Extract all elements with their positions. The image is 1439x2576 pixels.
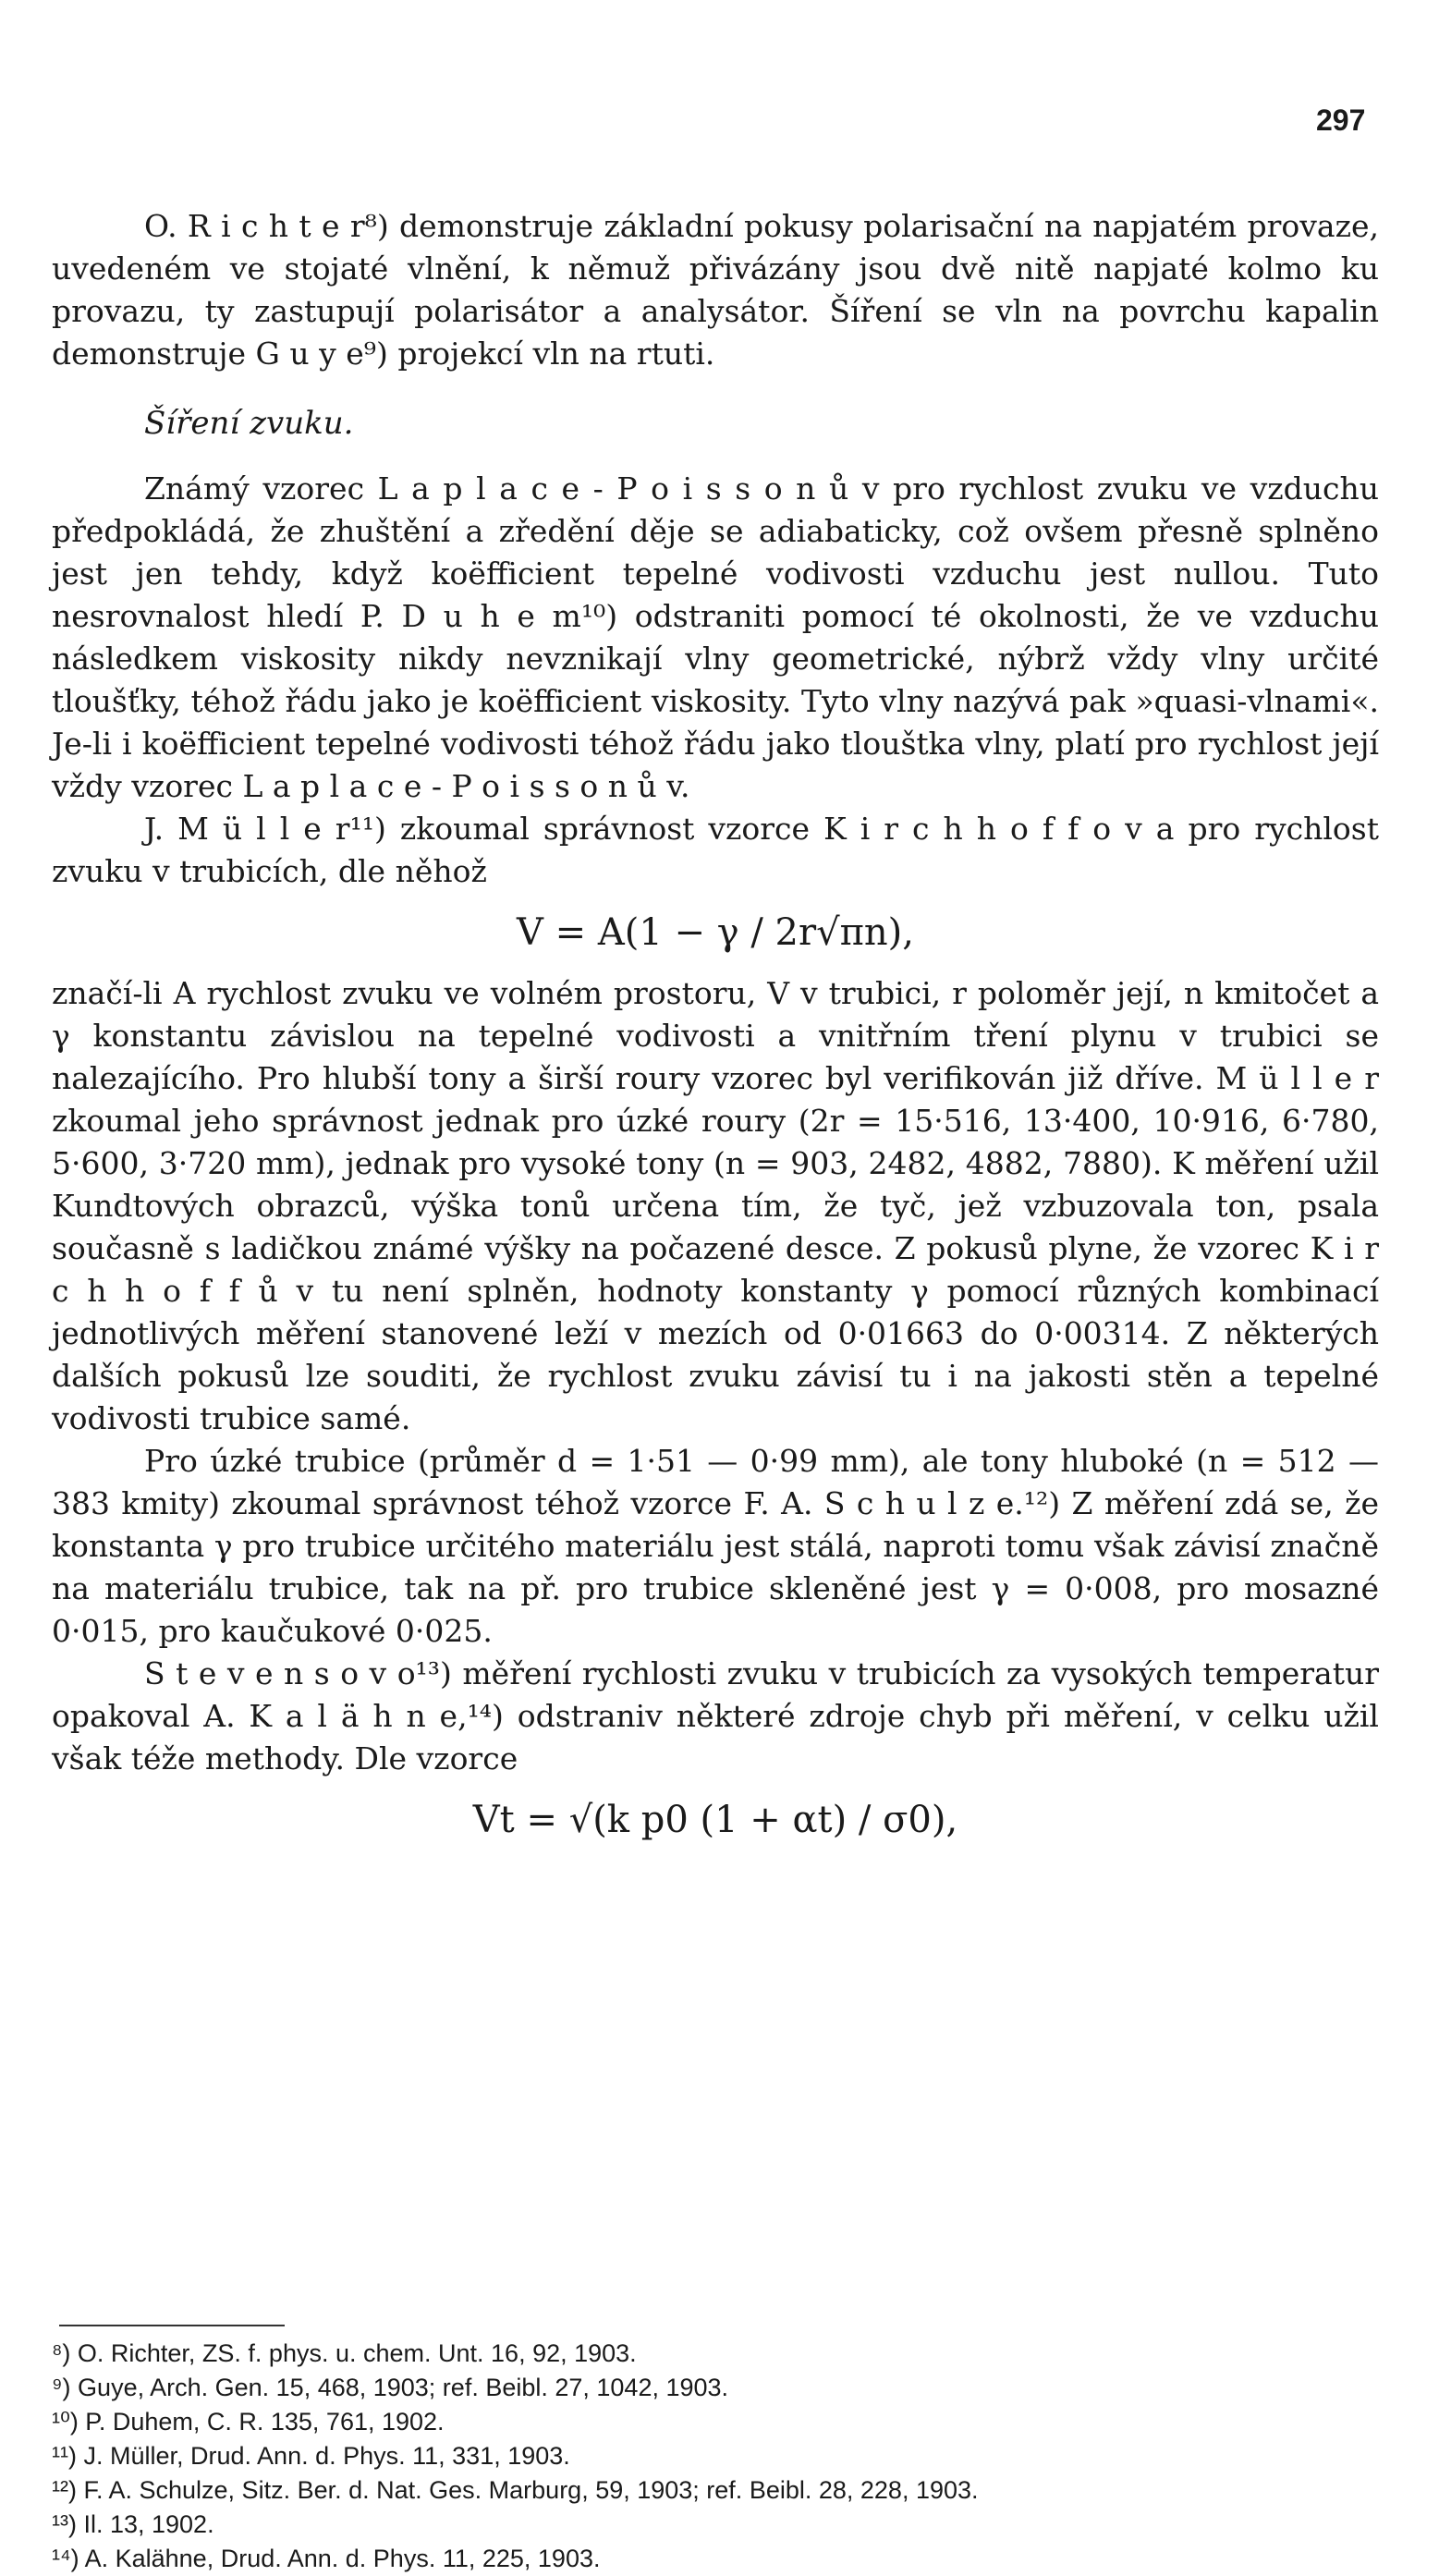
paragraph-laplace: Známý vzorec L a p l a c e - P o i s s o n ů v pro rychlost zvuku ve vzduchu předpokládá, že zhuštění a zředění děje se adiabaticky, což ovšem přesně splněno jest jen tehdy, když koëfficient tepelné vodivosti vzduchu jest nullou. Tuto nesrovnalost hledí P. D u h e m¹⁰) odstraniti pomocí té okolnosti, že ve vzduchu následkem viskosity nikdy nevznikají vlny geometrické, nýbrž vždy vlny určité tloušťky, téhož řádu jako je koëfficient viskosity. Tyto vlny nazývá pak »quasi-vlnami«. Je-li i koëfficient tepelné vodivosti téhož řádu jako tlouštka vlny, platí pro rychlost její vždy vzorec L a p l a c e - P o i s s o n ů v. bbox=[52, 470, 1379, 804]
formula-temperature: Vt = √(k p0 (1 + αt) / σ0), bbox=[472, 1799, 958, 1841]
footnote-11: ¹¹) J. Müller, Drud. Ann. d. Phys. 11, 331, 1903. bbox=[52, 2442, 570, 2470]
footnote-12: ¹²) F. A. Schulze, Sitz. Ber. d. Nat. Ges. Marburg, 59, 1903; ref. Beibl. 28, 228, 1903. bbox=[52, 2476, 979, 2504]
section-heading: Šíření zvuku. bbox=[144, 405, 354, 442]
footnote-14: ¹⁴) A. Kalähne, Drud. Ann. d. Phys. 11, 225, 1903. bbox=[52, 2545, 601, 2572]
footnote-10: ¹⁰) P. Duhem, C. R. 135, 761, 1902. bbox=[52, 2408, 445, 2436]
formula-kirchhoff: V = A(1 − γ / 2r√πn), bbox=[517, 911, 914, 954]
footnote-13: ¹³) Il. 13, 1902. bbox=[52, 2510, 214, 2538]
footnote-9: ⁹) Guye, Arch. Gen. 15, 468, 1903; ref. Beibl. 27, 1042, 1903. bbox=[52, 2374, 729, 2401]
paragraph-kalahne: S t e v e n s o v o¹³) měření rychlosti zvuku v trubicích za vysokých temperatur opakoval A. K a l ä h n e,¹⁴) odstraniv některé zdroje chyb při měření, v celku užil však téže methody. Dle vzorce bbox=[52, 1655, 1379, 1776]
page-number: 297 bbox=[1316, 104, 1366, 137]
footnote-8: ⁸) O. Richter, ZS. f. phys. u. chem. Unt. 16, 92, 1903. bbox=[52, 2339, 637, 2367]
main-text bbox=[52, 205, 1379, 1841]
paragraph-muller: J. M ü l l e r¹¹) zkoumal správnost vzorce K i r c h h o f f o v a pro rychlost zvuku v trubicích, dle něhož bbox=[52, 811, 1379, 889]
footnote-divider bbox=[59, 2325, 285, 2326]
footnotes bbox=[52, 2337, 1392, 2576]
paragraph-richter: O. R i c h t e r⁸) demonstruje základní pokusy polarisační na napjatém provaze, uvedeném ve stojaté vlnění, k němuž přivázány jsou dvě nitě napjaté kolmo ku provazu, ty zastupují polarisátor a analysátor. Šíření se vln na povrchu kapalin demonstruje G u y e⁹) projekcí vln na rtuti. bbox=[52, 208, 1379, 372]
paragraph-muller-results: značí-li A rychlost zvuku ve volném prostoru, V v trubici, r poloměr její, n kmitočet a γ konstantu závislou na tepelné vodivosti a vnitřním tření plynu v trubici se nalezajícího. Pro hlubší tony a širší roury vzorec byl verifikován již dříve. M ü l l e r zkoumal jeho správnost jednak pro úzké roury (2r = 15·516, 13·400, 10·916, 6·780, 5·600, 3·720 mm), jednak pro vysoké tony (n = 903, 2482, 4882, 7880). K měření užil Kundtových obrazců, výška tonů určena tím, že tyč, jež vzbuzovala ton, psala současně s ladičkou známé výšky na počazené desce. Z pokusů plyne, že vzorec K i r c h h o f f ů v tu není splněn, hodnoty konstanty γ pomocí různých kombinací jednotlivých měření stanovené leží v mezích od 0·01663 do 0·00314. Z některých dalších pokusů lze souditi, že rychlost zvuku závisí tu i na jakosti stěn a tepelné vodivosti trubice samé. bbox=[52, 975, 1379, 1436]
paragraph-schulze: Pro úzké trubice (průměr d = 1·51 — 0·99 mm), ale tony hluboké (n = 512 — 383 kmity) zkoumal správnost téhož vzorce F. A. S c h u l z e.¹²) Z měření zdá se, že konstanta γ pro trubice určitého materiálu jest stálá, naproti tomu však závisí značně na materiálu trubice, tak na př. pro trubice skleněné jest γ = 0·008, pro mosazné 0·015, pro kaučukové 0·025. bbox=[52, 1443, 1379, 1649]
